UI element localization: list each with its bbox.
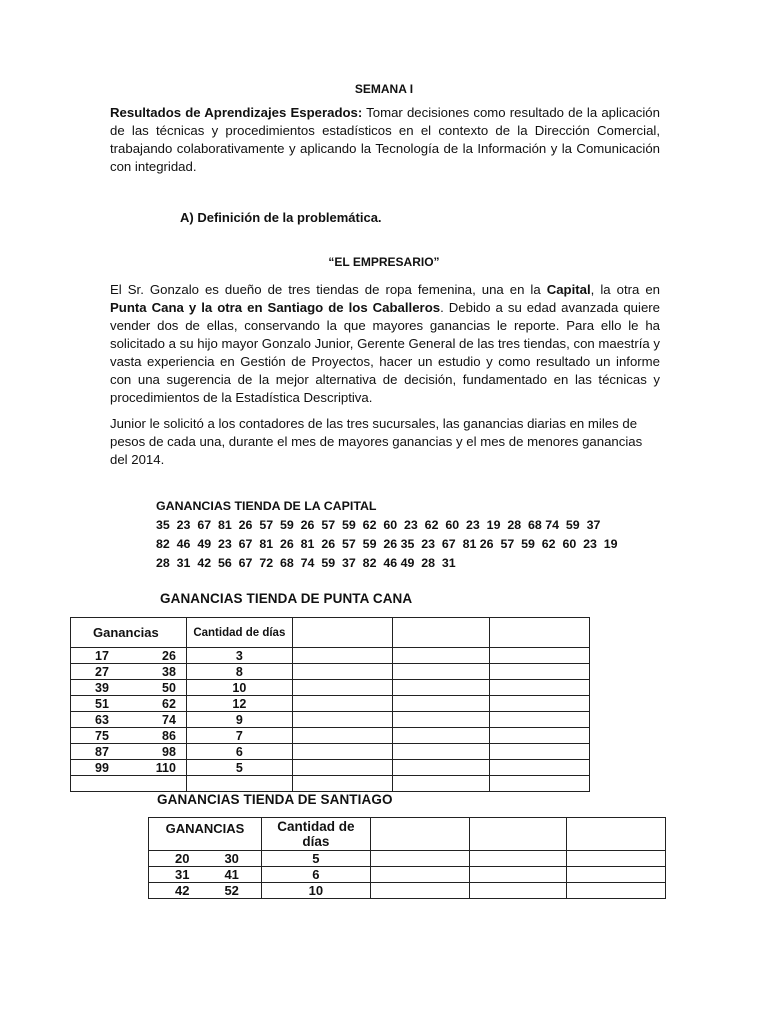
range-low: 87 (95, 744, 109, 759)
days-cell: 10 (186, 680, 292, 696)
range-high: 26 (162, 648, 176, 663)
capital-title: GANANCIAS TIENDA DE LA CAPITAL (156, 499, 377, 513)
empty-cell (292, 696, 392, 712)
empty-cell (392, 680, 490, 696)
table-header-row (149, 818, 666, 851)
range-cell (71, 744, 187, 760)
santiago-title: GANANCIAS TIENDA DE SANTIAGO (157, 792, 393, 807)
empty-cell (469, 818, 567, 851)
story-paragraph-1 (110, 281, 660, 407)
empty-cell (469, 851, 567, 867)
empty-cell (490, 744, 590, 760)
table-row (71, 712, 590, 728)
range-high: 74 (162, 712, 176, 727)
days-cell: 7 (186, 728, 292, 744)
table-row (71, 680, 590, 696)
empty-cell (292, 744, 392, 760)
empty-cell (370, 818, 469, 851)
empty-cell (370, 883, 469, 899)
empty-cell (490, 728, 590, 744)
table-row (71, 760, 590, 776)
range-low: 63 (95, 712, 109, 727)
case-title: “EL EMPRESARIO” (328, 255, 440, 269)
section-a-heading: A) Definición de la problemática. (180, 210, 382, 225)
range-low: 17 (95, 648, 109, 663)
days-cell: 10 (261, 883, 370, 899)
table-row (71, 648, 590, 664)
column-header-dias: Cantidad de días (261, 818, 370, 851)
empty-cell (567, 867, 666, 883)
empty-cell (392, 776, 490, 792)
range-low: 39 (95, 680, 109, 695)
range-cell (149, 851, 262, 867)
empty-cell (392, 712, 490, 728)
days-cell: 5 (261, 851, 370, 867)
range-cell (71, 728, 187, 744)
range-high: 62 (162, 696, 176, 711)
days-cell: 12 (186, 696, 292, 712)
week-title: SEMANA I (354, 82, 414, 96)
empty-cell (392, 728, 490, 744)
punta-cana-table (70, 617, 590, 792)
empty-cell (490, 664, 590, 680)
days-cell: 6 (261, 867, 370, 883)
empty-cell (292, 712, 392, 728)
column-header-dias: Cantidad de días (186, 618, 292, 648)
empty-cell (392, 664, 490, 680)
range-low: 27 (95, 664, 109, 679)
range-cell (71, 712, 187, 728)
range-high: 98 (162, 744, 176, 759)
empty-cell (292, 648, 392, 664)
empty-cell (292, 760, 392, 776)
empty-cell (490, 618, 590, 648)
range-cell (71, 696, 187, 712)
table-row (149, 851, 666, 867)
empty-cell (292, 680, 392, 696)
table-header-row (71, 618, 590, 648)
empty-cell (292, 664, 392, 680)
objectives-text: Tomar decisiones como resultado de la aplicación de las técnicas y procedimientos estadísticos en el contexto de la Dirección Comercial, trabajando colaborativamente y aplicando la Tecnología de la Información y la Comunicación con integridad. (110, 105, 660, 174)
days-cell: 3 (186, 648, 292, 664)
empty-cell (292, 618, 392, 648)
column-header-ganancias: GANANCIAS (149, 818, 262, 851)
range-cell (149, 867, 262, 883)
story-paragraph-2: Junior le solicitó a los contadores de las tres sucursales, las ganancias diarias en miles de pesos de cada una, durante el mes de mayores ganancias y el mes de menores ganancias del 2014. (110, 416, 643, 467)
range-high: 110 (155, 760, 176, 775)
story-capital: Capital (546, 282, 591, 297)
empty-cell (186, 776, 292, 792)
empty-cell (370, 867, 469, 883)
range-low: 31 (175, 867, 190, 882)
empty-cell (370, 851, 469, 867)
table-row (71, 744, 590, 760)
empty-cell (567, 851, 666, 867)
range-low: 42 (175, 883, 190, 898)
empty-cell (490, 680, 590, 696)
range-low: 99 (95, 760, 109, 775)
empty-cell (392, 696, 490, 712)
days-cell: 6 (186, 744, 292, 760)
range-high: 52 (224, 883, 239, 898)
capital-data-line: 28 31 42 56 67 72 68 74 59 37 82 46 49 28 31 (156, 556, 456, 570)
range-cell (149, 883, 262, 899)
capital-data-block (156, 497, 676, 573)
empty-cell (490, 696, 590, 712)
empty-cell (490, 760, 590, 776)
range-cell (71, 760, 187, 776)
empty-cell (567, 883, 666, 899)
table-row (149, 867, 666, 883)
santiago-table (148, 817, 666, 899)
story-text: . Debido a su edad avanzada quiere vender dos de ellas, conservando la que mayores ganancias le reporte. Para ello le ha solicitado a su hijo mayor Gonzalo Junior, Gerente General de las tres tiendas, con maestría y vasta experiencia en Gestión de Proyectos, hacer un estudio y como resultado un informe con una sugerencia de la mejor alternativa de decisión, fundamentado en las técnicas y procedimientos de la Estadística Descriptiva. (110, 300, 661, 405)
empty-cell (392, 618, 490, 648)
empty-cell (490, 776, 590, 792)
punta-cana-title: GANANCIAS TIENDA DE PUNTA CANA (160, 591, 413, 606)
empty-cell (490, 712, 590, 728)
range-low: 51 (95, 696, 109, 711)
empty-cell (469, 867, 567, 883)
table-row-empty (71, 776, 590, 792)
table-row (149, 883, 666, 899)
range-high: 30 (224, 851, 239, 866)
range-high: 38 (162, 664, 176, 679)
range-low: 20 (175, 851, 190, 866)
column-header-ganancias: Ganancias (71, 618, 187, 648)
capital-data-line: 82 46 49 23 67 81 26 81 26 57 59 26 35 23 67 81 26 57 59 62 60 23 19 (156, 537, 618, 551)
range-high: 41 (224, 867, 239, 882)
story-text: El Sr. Gonzalo es dueño de tres tiendas de ropa femenina, una en la (110, 282, 547, 297)
story-text: , la otra en (590, 282, 661, 297)
empty-cell (469, 883, 567, 899)
empty-cell (392, 744, 490, 760)
empty-cell (567, 818, 666, 851)
empty-cell (71, 776, 187, 792)
days-cell: 5 (186, 760, 292, 776)
days-cell: 9 (186, 712, 292, 728)
objectives-paragraph (110, 104, 660, 176)
story-bold-cities: Punta Cana y la otra en Santiago de los Caballeros (110, 300, 441, 315)
empty-cell (392, 648, 490, 664)
range-high: 50 (162, 680, 176, 695)
days-cell: 8 (186, 664, 292, 680)
range-cell (71, 664, 187, 680)
table-row (71, 664, 590, 680)
range-high: 86 (162, 728, 176, 743)
empty-cell (392, 760, 490, 776)
table-row (71, 696, 590, 712)
table-row (71, 728, 590, 744)
empty-cell (490, 648, 590, 664)
capital-data-line: 35 23 67 81 26 57 59 26 57 59 62 60 23 62 60 23 19 28 68 74 59 37 (156, 518, 601, 532)
objectives-label: Resultados de Aprendizajes Esperados: (110, 105, 363, 120)
empty-cell (292, 776, 392, 792)
empty-cell (292, 728, 392, 744)
range-cell (71, 680, 187, 696)
range-cell (71, 648, 187, 664)
range-low: 75 (95, 728, 109, 743)
